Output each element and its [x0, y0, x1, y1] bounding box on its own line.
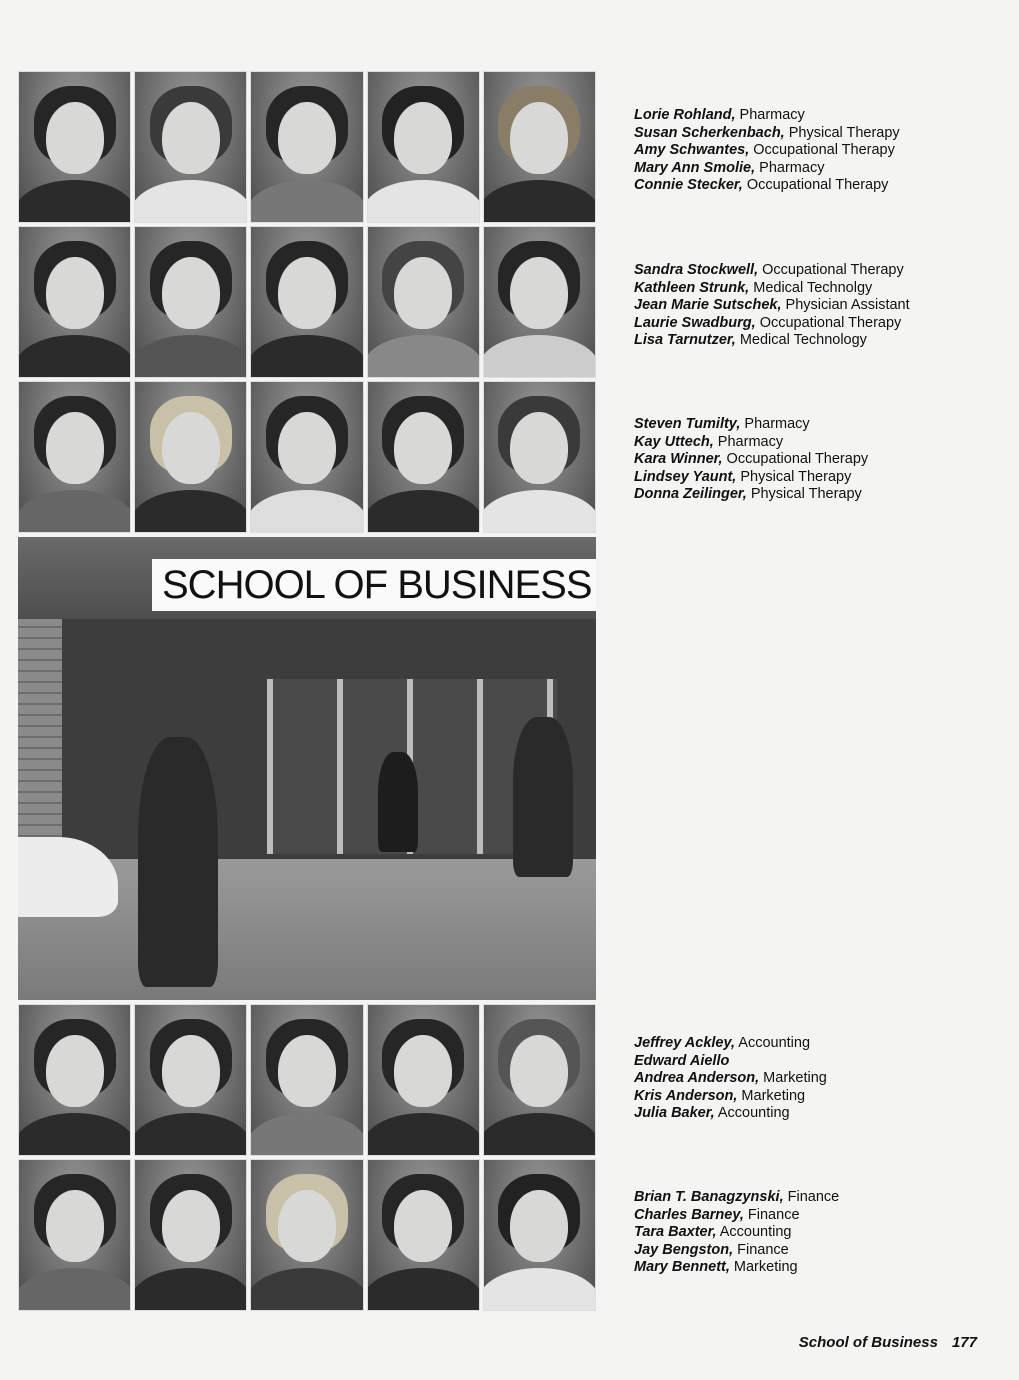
- portrait-photo: [483, 226, 596, 378]
- student-program: Pharmacy: [740, 416, 810, 432]
- caption-line: [634, 297, 910, 315]
- portrait-photo: [250, 226, 363, 378]
- student-name: Charles Barney,: [634, 1206, 744, 1223]
- school-of-business-photo: [18, 537, 596, 1000]
- caption-line: [634, 451, 868, 469]
- student-name: Tara Baxter,: [634, 1224, 717, 1241]
- portrait-photo: [483, 71, 596, 223]
- student-name: Kathleen Strunk,: [634, 279, 750, 296]
- student-program: Occupational Therapy: [742, 177, 889, 194]
- student-program: Occupational Therapy: [722, 451, 869, 468]
- caption-line: [634, 1053, 827, 1071]
- footer-section-title: School of Business: [798, 1334, 938, 1351]
- student-name: Kara Winner,: [634, 451, 723, 468]
- student-name: Amy Schwantes,: [634, 142, 750, 159]
- caption-line: [634, 1035, 827, 1053]
- caption-line: [634, 1189, 839, 1207]
- section-banner-title: SCHOOL OF BUSINESS: [152, 559, 596, 611]
- student-name: Jay Bengston,: [634, 1241, 734, 1258]
- student-name: Mary Ann Smolie,: [634, 159, 756, 176]
- caption-line: [634, 315, 910, 333]
- caption-line: [634, 1259, 839, 1277]
- student-program: Marketing: [759, 1070, 827, 1087]
- portrait-photo: [483, 1159, 596, 1311]
- student-program: Physical Therapy: [736, 468, 852, 485]
- student-name: Brian T. Banagzynski,: [634, 1189, 784, 1205]
- portrait-photo: [18, 381, 131, 533]
- portrait-photo: [18, 1159, 131, 1311]
- caption-line: [634, 469, 868, 487]
- portrait-photo: [483, 1004, 596, 1156]
- portrait-photo: [250, 1004, 363, 1156]
- student-program: Marketing: [729, 1259, 798, 1276]
- student-program: Marketing: [737, 1087, 806, 1104]
- portrait-photo: [18, 1004, 131, 1156]
- student-name: Lorie Rohland,: [634, 107, 736, 123]
- portrait-photo: [134, 1159, 247, 1311]
- student-name: Andrea Anderson,: [634, 1070, 760, 1087]
- student-program: Pharmacy: [735, 107, 805, 123]
- portrait-photo: [250, 1159, 363, 1311]
- student-program: Pharmacy: [755, 159, 825, 176]
- caption-line: [634, 416, 868, 434]
- student-name: Laurie Swadburg,: [634, 314, 756, 331]
- portrait-photo: [250, 381, 363, 533]
- portrait-photo: [367, 71, 480, 223]
- student-program: Accounting: [714, 1105, 790, 1122]
- caption-line: [634, 262, 910, 280]
- caption-line: [634, 486, 868, 504]
- student-program: Accounting: [716, 1224, 792, 1241]
- caption-line: [634, 1224, 839, 1242]
- caption-group-2: [634, 262, 910, 350]
- portrait-photo: [134, 71, 247, 223]
- standing-student: [513, 717, 573, 877]
- portrait-photo: [367, 381, 480, 533]
- student-name: Donna Zeilinger,: [634, 486, 747, 503]
- student-name: Steven Tumilty,: [634, 416, 741, 432]
- student-name: Julia Baker,: [634, 1105, 715, 1122]
- student-program: Occupational Therapy: [749, 142, 895, 159]
- student-name: Jean Marie Sutschek,: [634, 297, 782, 314]
- student-program: Finance: [783, 1189, 840, 1205]
- caption-group-5: [634, 1189, 839, 1277]
- caption-line: [634, 1088, 827, 1106]
- student-program: Physician Assistant: [781, 297, 910, 314]
- walking-student: [138, 737, 218, 987]
- caption-group-3: [634, 416, 868, 504]
- page-footer: [799, 1334, 977, 1351]
- portrait-photo: [367, 1159, 480, 1311]
- caption-line: [634, 125, 900, 143]
- student-program: Finance: [733, 1241, 789, 1258]
- student-program: Medical Technolgy: [749, 279, 873, 296]
- caption-line: [634, 1105, 827, 1123]
- caption-line: [634, 177, 900, 195]
- caption-line: [634, 1207, 839, 1225]
- student-program: Accounting: [735, 1035, 811, 1051]
- portrait-grid-top: [18, 71, 596, 533]
- caption-line: [634, 280, 910, 298]
- caption-line: [634, 434, 868, 452]
- student-name: Kay Uttech,: [634, 433, 714, 450]
- student-name: Mary Bennett,: [634, 1259, 730, 1276]
- student-program: Occupational Therapy: [755, 314, 902, 331]
- person-at-door: [378, 752, 418, 852]
- portrait-grid-bottom: [18, 1004, 596, 1311]
- caption-line: [634, 160, 900, 178]
- page-number: 177: [951, 1334, 977, 1351]
- student-name: Susan Scherkenbach,: [634, 124, 785, 141]
- student-name: Sandra Stockwell,: [634, 262, 759, 278]
- portrait-photo: [134, 1004, 247, 1156]
- portrait-photo: [18, 226, 131, 378]
- portrait-photo: [367, 226, 480, 378]
- caption-group-4: [634, 1035, 827, 1123]
- student-name: Kris Anderson,: [634, 1087, 738, 1104]
- student-program: Physical Therapy: [784, 124, 900, 141]
- caption-group-1: [634, 107, 900, 195]
- student-program: Physical Therapy: [746, 486, 862, 503]
- student-name: Jeffrey Ackley,: [634, 1035, 736, 1051]
- portrait-photo: [134, 226, 247, 378]
- caption-line: [634, 1070, 827, 1088]
- student-program: Finance: [743, 1206, 800, 1223]
- student-program: Occupational Therapy: [758, 262, 904, 278]
- student-name: Connie Stecker,: [634, 177, 743, 194]
- portrait-photo: [483, 381, 596, 533]
- portrait-photo: [134, 381, 247, 533]
- portrait-photo: [367, 1004, 480, 1156]
- student-name: Edward Aiello: [634, 1052, 730, 1069]
- caption-line: [634, 332, 910, 350]
- portrait-photo: [18, 71, 131, 223]
- student-name: Lindsey Yaunt,: [634, 468, 737, 485]
- portrait-photo: [250, 71, 363, 223]
- student-program: Pharmacy: [713, 433, 784, 450]
- caption-line: [634, 1242, 839, 1260]
- caption-line: [634, 107, 900, 125]
- caption-line: [634, 142, 900, 160]
- student-program: Medical Technology: [735, 332, 867, 349]
- student-name: Lisa Tarnutzer,: [634, 332, 736, 349]
